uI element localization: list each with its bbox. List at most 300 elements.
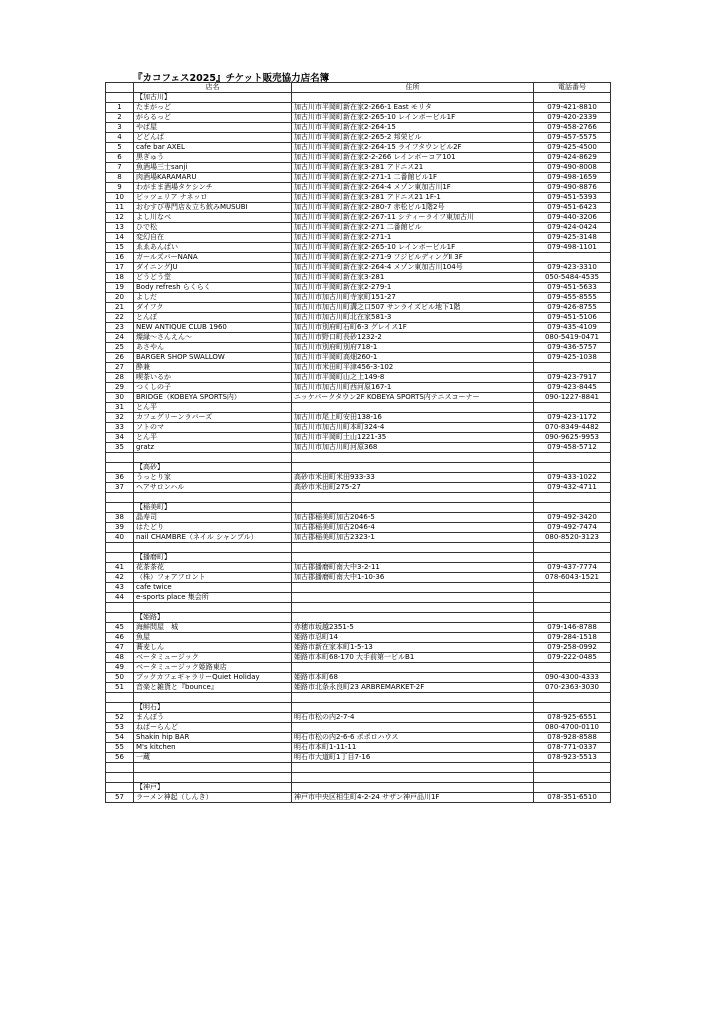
blank-cell [134, 763, 292, 773]
shop-address: 加古川市平岡町新在家2-265-10 レインボービル1F [292, 243, 534, 253]
blank-cell [134, 453, 292, 463]
row-number: 54 [106, 733, 134, 743]
table-row [106, 123, 611, 133]
row-number: 57 [106, 793, 134, 803]
shop-name: ブックカフェギャラリーQuiet Holiday [134, 673, 292, 683]
shop-name: とんぼ [134, 313, 292, 323]
shop-address: 加古川市平岡町新在家2-265-2 邦栄ビル [292, 133, 534, 143]
row-number: 20 [106, 293, 134, 303]
row-number: 39 [106, 523, 134, 533]
shop-name: うっとり家 [134, 473, 292, 483]
blank-cell [292, 493, 534, 503]
table-row [106, 443, 611, 453]
blank-cell [534, 773, 611, 783]
shop-address: 加古川市平岡町新在家3-281 [292, 273, 534, 283]
shop-name: ひで松 [134, 223, 292, 233]
shop-address: 加古川市加古川町溝之口507 サンライズビル地下1階 [292, 303, 534, 313]
shop-address: 高砂市米田町275-27 [292, 483, 534, 493]
shop-address [292, 663, 534, 673]
shop-phone: 090-1227-8841 [534, 393, 611, 403]
row-number: 48 [106, 653, 134, 663]
shop-phone: 078-928-8588 [534, 733, 611, 743]
shop-phone: 080-4700-0110 [534, 723, 611, 733]
region-label: 【神戸】 [134, 783, 292, 793]
row-number: 6 [106, 153, 134, 163]
row-number: 25 [106, 343, 134, 353]
shop-address: 加古川市平岡町新在家2-265-10 レインボービル1F [292, 113, 534, 123]
region-number-cell [106, 783, 134, 793]
shop-name: 燦縁～さんえん～ [134, 333, 292, 343]
table-row [106, 623, 611, 633]
region-number-cell [106, 613, 134, 623]
shop-name: はたどり [134, 523, 292, 533]
region-number-cell [106, 703, 134, 713]
blank-cell [134, 493, 292, 503]
shop-name: 蕎麦しん [134, 643, 292, 653]
shop-name: とん平 [134, 433, 292, 443]
region-label: 【加古川】 [134, 93, 292, 103]
row-number: 10 [106, 193, 134, 203]
header-number [106, 83, 134, 93]
shop-address: 姫路市北条永良町23 ARBREMARKET-2F [292, 683, 534, 693]
shop-name: ガールズバーNANA [134, 253, 292, 263]
table-row [106, 223, 611, 233]
shop-address: 加古川市加古川町西河原167-1 [292, 383, 534, 393]
shop-address [292, 583, 534, 593]
table-row [106, 293, 611, 303]
shop-address: 加古川市別府町別府718-1 [292, 343, 534, 353]
table-row [106, 403, 611, 413]
shop-phone: 079-492-3420 [534, 513, 611, 523]
table-row [106, 563, 611, 573]
shop-name: ラーメン神起（しんき） [134, 793, 292, 803]
shop-name: ヘアサロンハル [134, 483, 292, 493]
table-row [106, 663, 611, 673]
table-row [106, 213, 611, 223]
table-row [106, 343, 611, 353]
blank-cell [106, 543, 134, 553]
table-row [106, 393, 611, 403]
shop-address: 加古川市別府町石町6-3 グレイス1F [292, 323, 534, 333]
table-row [106, 633, 611, 643]
shop-name: 花茶茶花 [134, 563, 292, 573]
shop-name: 肉酒場KARAMARU [134, 173, 292, 183]
region-address-cell [292, 93, 534, 103]
shop-phone [534, 663, 611, 673]
shop-phone: 079-258-0992 [534, 643, 611, 653]
shop-address: 加古川市加古川町北在家581-3 [292, 313, 534, 323]
table-row [106, 593, 611, 603]
row-number: 43 [106, 583, 134, 593]
shop-address: 加古川市平岡町新在家2-264-4 メゾン東加古川104号 [292, 263, 534, 273]
blank-cell [534, 603, 611, 613]
shop-phone: 079-436-5757 [534, 343, 611, 353]
table-row [106, 233, 611, 243]
shop-address: 加古郡播磨町南大中1-10-36 [292, 573, 534, 583]
shop-address: 姫路市新在家本町1-5-13 [292, 643, 534, 653]
shop-name: 酔兼 [134, 363, 292, 373]
shop-address: 加古川市平岡町新在家2-2-266 レインボーコア101 [292, 153, 534, 163]
shop-address: 加古川市平岡町新在家3-281 アドニス21 [292, 163, 534, 173]
blank-cell [134, 773, 292, 783]
row-number: 46 [106, 633, 134, 643]
shop-phone: 079-432-4711 [534, 483, 611, 493]
table-row [106, 713, 611, 723]
shop-name: （株）フォアフロント [134, 573, 292, 583]
region-row [106, 553, 611, 563]
shop-phone [534, 593, 611, 603]
shop-address: 加古川市尾上町安田138-16 [292, 413, 534, 423]
shop-name: cafe twice [134, 583, 292, 593]
row-number: 44 [106, 593, 134, 603]
table-row [106, 283, 611, 293]
table-row [106, 743, 611, 753]
row-number: 55 [106, 743, 134, 753]
row-number: 11 [106, 203, 134, 213]
row-number: 37 [106, 483, 134, 493]
shop-phone: 079-146-8788 [534, 623, 611, 633]
shop-phone: 079-423-3310 [534, 263, 611, 273]
shop-address: ニッケパークタウン2F KOBEYA SPORTS内テニスコーナー [292, 393, 534, 403]
shop-name: Body refresh らくらく [134, 283, 292, 293]
region-phone-cell [534, 503, 611, 513]
row-number: 22 [106, 313, 134, 323]
shop-address: 明石市大道町1丁目7-16 [292, 753, 534, 763]
shop-name: 晶寿司 [134, 513, 292, 523]
shop-phone: 079-440-3206 [534, 213, 611, 223]
shop-address: 加古川市平岡町高畑260-1 [292, 353, 534, 363]
blank-cell [106, 773, 134, 783]
shop-address: 加古川市野口町長砂1232-2 [292, 333, 534, 343]
shop-phone: 079-284-1518 [534, 633, 611, 643]
shop-phone: 078-351-6510 [534, 793, 611, 803]
table-row [106, 473, 611, 483]
shop-phone: 079-421-8810 [534, 103, 611, 113]
shop-phone: 079-423-7917 [534, 373, 611, 383]
shop-address: 加古川市平岡町新在家2-266-1 East モリタ [292, 103, 534, 113]
row-number: 41 [106, 563, 134, 573]
row-number: 7 [106, 163, 134, 173]
blank-cell [134, 603, 292, 613]
region-row [106, 503, 611, 513]
shop-phone: 079-423-1172 [534, 413, 611, 423]
table-row [106, 203, 611, 213]
shop-address: 明石市本町1-11-11 [292, 743, 534, 753]
shop-address: 加古川市平岡町新在家3-281 アドニス21 1F-1 [292, 193, 534, 203]
table-row [106, 103, 611, 113]
shop-address: 姫路市忍町14 [292, 633, 534, 643]
region-phone-cell [534, 553, 611, 563]
shop-address [292, 593, 534, 603]
blank-cell [292, 453, 534, 463]
blank-row [106, 603, 611, 613]
shop-name: ソトのマ [134, 423, 292, 433]
row-number: 19 [106, 283, 134, 293]
shop-address: 加古川市加古川町本町324-4 [292, 423, 534, 433]
blank-cell [106, 603, 134, 613]
shop-name: BRIDGE（KOBEYA SPORTS内） [134, 393, 292, 403]
row-number: 35 [106, 443, 134, 453]
row-number: 12 [106, 213, 134, 223]
row-number: 42 [106, 573, 134, 583]
blank-cell [292, 693, 534, 703]
shop-phone [534, 403, 611, 413]
shop-phone: 079-435-4109 [534, 323, 611, 333]
row-number: 36 [106, 473, 134, 483]
row-number: 1 [106, 103, 134, 113]
region-address-cell [292, 503, 534, 513]
table-row [106, 383, 611, 393]
shop-address: 加古川市米田町平津456-3-102 [292, 363, 534, 373]
shop-address: 加古郡播磨町南大中3-2-11 [292, 563, 534, 573]
shop-phone: 079-424-0424 [534, 223, 611, 233]
blank-cell [106, 763, 134, 773]
shop-phone: 079-437-7774 [534, 563, 611, 573]
shop-name: ダイフク [134, 303, 292, 313]
table-row [106, 133, 611, 143]
shop-phone: 079-426-8755 [534, 303, 611, 313]
blank-cell [534, 453, 611, 463]
row-number: 16 [106, 253, 134, 263]
row-number: 26 [106, 353, 134, 363]
shop-address: 加古川市平岡町土山1221-35 [292, 433, 534, 443]
region-number-cell [106, 93, 134, 103]
shop-name: おむすび専門店＆立ち飲みMUSUBI [134, 203, 292, 213]
shop-phone: 079-451-5106 [534, 313, 611, 323]
shop-name: まんぼう [134, 713, 292, 723]
table-row [106, 183, 611, 193]
row-number: 4 [106, 133, 134, 143]
shop-name: よし川なべ [134, 213, 292, 223]
row-number: 31 [106, 403, 134, 413]
shop-address: 加古川市平岡町新在家2-267-11 シティーライフ東加古川 [292, 213, 534, 223]
region-address-cell [292, 553, 534, 563]
shop-address: 加古川市平岡町新在家2-264-15 ライフタウンビル2F [292, 143, 534, 153]
region-number-cell [106, 503, 134, 513]
row-number: 14 [106, 233, 134, 243]
blank-cell [292, 603, 534, 613]
region-row [106, 463, 611, 473]
row-number: 8 [106, 173, 134, 183]
shop-name: e-sports place 集会所 [134, 593, 292, 603]
shop-phone: 070-2363-3030 [534, 683, 611, 693]
shop-name: とん平 [134, 403, 292, 413]
shop-phone: 079-423-8445 [534, 383, 611, 393]
shop-address: 加古川市平岡町新在家2-280-7 赤松ビル1階2号 [292, 203, 534, 213]
shop-phone: 079-455-8555 [534, 293, 611, 303]
shop-name: ベータミュージック姫路東店 [134, 663, 292, 673]
region-address-cell [292, 703, 534, 713]
blank-cell [534, 763, 611, 773]
shop-phone: 079-425-1038 [534, 353, 611, 363]
shop-name: cafe bar AXEL [134, 143, 292, 153]
shop-address: 明石市松の内2-6-6 ポポロハウス [292, 733, 534, 743]
blank-row [106, 543, 611, 553]
shop-name: ピッツェリア ナネッロ [134, 193, 292, 203]
shop-name: よしだ [134, 293, 292, 303]
shop-address: 加古郡稲美町加古2046-5 [292, 513, 534, 523]
shop-address: 加古川市平岡町新在家2-271-1 [292, 233, 534, 243]
shop-address: 加古川市平岡町新在家2-264-15 [292, 123, 534, 133]
region-row [106, 783, 611, 793]
shop-address: 高砂市米田町米田933-33 [292, 473, 534, 483]
table-row [106, 413, 611, 423]
blank-cell [534, 693, 611, 703]
shop-phone: 090-9625-9953 [534, 433, 611, 443]
shop-address: 加古川市平岡町新在家2-271-9 フジビルディングⅡ 3F [292, 253, 534, 263]
row-number: 33 [106, 423, 134, 433]
shop-name: がらるっど [134, 113, 292, 123]
shop-address: 加古川市平岡町新在家2-271 二番館ビル [292, 223, 534, 233]
table-row [106, 573, 611, 583]
region-row [106, 703, 611, 713]
shop-name: 海鮮問屋 城 [134, 623, 292, 633]
blank-row [106, 453, 611, 463]
shop-phone: 079-451-6423 [534, 203, 611, 213]
shop-phone: 079-457-5575 [534, 133, 611, 143]
header-phone: 電話番号 [534, 83, 611, 93]
blank-cell [134, 543, 292, 553]
shop-name: 一蔵 [134, 753, 292, 763]
region-label: 【明石】 [134, 703, 292, 713]
table-row [106, 523, 611, 533]
shop-phone [534, 583, 611, 593]
shop-address: 明石市松の内2-7-4 [292, 713, 534, 723]
shop-name: どどんぱ [134, 133, 292, 143]
region-phone-cell [534, 783, 611, 793]
shop-list-table [105, 82, 611, 803]
row-number: 30 [106, 393, 134, 403]
shop-phone: 079-451-5633 [534, 283, 611, 293]
shop-phone: 079-458-2766 [534, 123, 611, 133]
shop-phone: 078-771-0337 [534, 743, 611, 753]
table-row [106, 533, 611, 543]
shop-address: 加古川市加古川町寺家町151-27 [292, 293, 534, 303]
table-row [106, 423, 611, 433]
table-row [106, 273, 611, 283]
shop-name: nail CHAMBRE（ネイル シャンブル） [134, 533, 292, 543]
shop-name: つくしの子 [134, 383, 292, 393]
blank-cell [292, 763, 534, 773]
row-number: 18 [106, 273, 134, 283]
shop-phone: 050-5484-4535 [534, 273, 611, 283]
table-row [106, 263, 611, 273]
row-number: 51 [106, 683, 134, 693]
shop-name: たまがっど [134, 103, 292, 113]
shop-phone: 079-490-8008 [534, 163, 611, 173]
blank-row [106, 493, 611, 503]
table-row [106, 683, 611, 693]
row-number: 34 [106, 433, 134, 443]
blank-row [106, 773, 611, 783]
row-number: 27 [106, 363, 134, 373]
table-row [106, 163, 611, 173]
table-row [106, 193, 611, 203]
shop-phone: 079-425-3148 [534, 233, 611, 243]
shop-address: 加古川市加古川町河原368 [292, 443, 534, 453]
shop-phone: 079-451-5393 [534, 193, 611, 203]
header-shop-name: 店名 [134, 83, 292, 93]
row-number: 2 [106, 113, 134, 123]
table-row [106, 483, 611, 493]
header-address: 住所 [292, 83, 534, 93]
shop-phone: 079-433-1022 [534, 473, 611, 483]
row-number: 5 [106, 143, 134, 153]
blank-cell [534, 493, 611, 503]
blank-cell [106, 453, 134, 463]
shop-address: 姫路市本町68-170 大手前第一ビルB1 [292, 653, 534, 663]
shop-name: あさやん [134, 343, 292, 353]
document-title: 『カコフェス2025』チケット販売協力店名簿 [133, 73, 330, 84]
table-row [106, 173, 611, 183]
region-number-cell [106, 553, 134, 563]
region-label: 【播磨町】 [134, 553, 292, 563]
shop-address: 赤穂市坂越2351-5 [292, 623, 534, 633]
blank-row [106, 763, 611, 773]
shop-phone: 078-925-6551 [534, 713, 611, 723]
shop-address: 加古郡稲美町加古2046-4 [292, 523, 534, 533]
row-number: 23 [106, 323, 134, 333]
row-number: 40 [106, 533, 134, 543]
shop-phone: 070-8349-4482 [534, 423, 611, 433]
row-number: 13 [106, 223, 134, 233]
table-row [106, 353, 611, 363]
shop-address: 加古川市平岡町新在家2-271-1 二番館ビル1F [292, 173, 534, 183]
table-row [106, 793, 611, 803]
shop-phone: 080-5419-0471 [534, 333, 611, 343]
shop-phone: 078-6043-1521 [534, 573, 611, 583]
region-row [106, 613, 611, 623]
shop-name: M's kitchen [134, 743, 292, 753]
shop-name: やぱ屋 [134, 123, 292, 133]
row-number: 24 [106, 333, 134, 343]
shop-phone [534, 363, 611, 373]
row-number: 15 [106, 243, 134, 253]
row-number: 28 [106, 373, 134, 383]
table-row [106, 333, 611, 343]
shop-name: NEW ANTIQUE CLUB 1960 [134, 323, 292, 333]
row-number: 50 [106, 673, 134, 683]
shop-address: 加古川市平岡町山之上149-8 [292, 373, 534, 383]
shop-name: Shakin hip BAR [134, 733, 292, 743]
shop-address [292, 403, 534, 413]
shop-name: どうどう堂 [134, 273, 292, 283]
table-header-row [106, 83, 611, 93]
row-number: 49 [106, 663, 134, 673]
shop-name: gratz [134, 443, 292, 453]
shop-address: 加古川市平岡町新在家2-264-4 メゾン東加古川1F [292, 183, 534, 193]
table-body [106, 93, 611, 803]
table-row [106, 583, 611, 593]
region-address-cell [292, 463, 534, 473]
shop-name: 喫茶いるか [134, 373, 292, 383]
row-number: 53 [106, 723, 134, 733]
shop-phone: 079-492-7474 [534, 523, 611, 533]
row-number: 47 [106, 643, 134, 653]
shop-name: ベータミュージック [134, 653, 292, 663]
blank-cell [292, 543, 534, 553]
region-phone-cell [534, 463, 611, 473]
table-row [106, 643, 611, 653]
table-row [106, 153, 611, 163]
table-row [106, 753, 611, 763]
table-row [106, 313, 611, 323]
row-number: 56 [106, 753, 134, 763]
region-label: 【稲美町】 [134, 503, 292, 513]
row-number: 29 [106, 383, 134, 393]
shop-name: 魚酒場三士sanji [134, 163, 292, 173]
blank-cell [292, 773, 534, 783]
